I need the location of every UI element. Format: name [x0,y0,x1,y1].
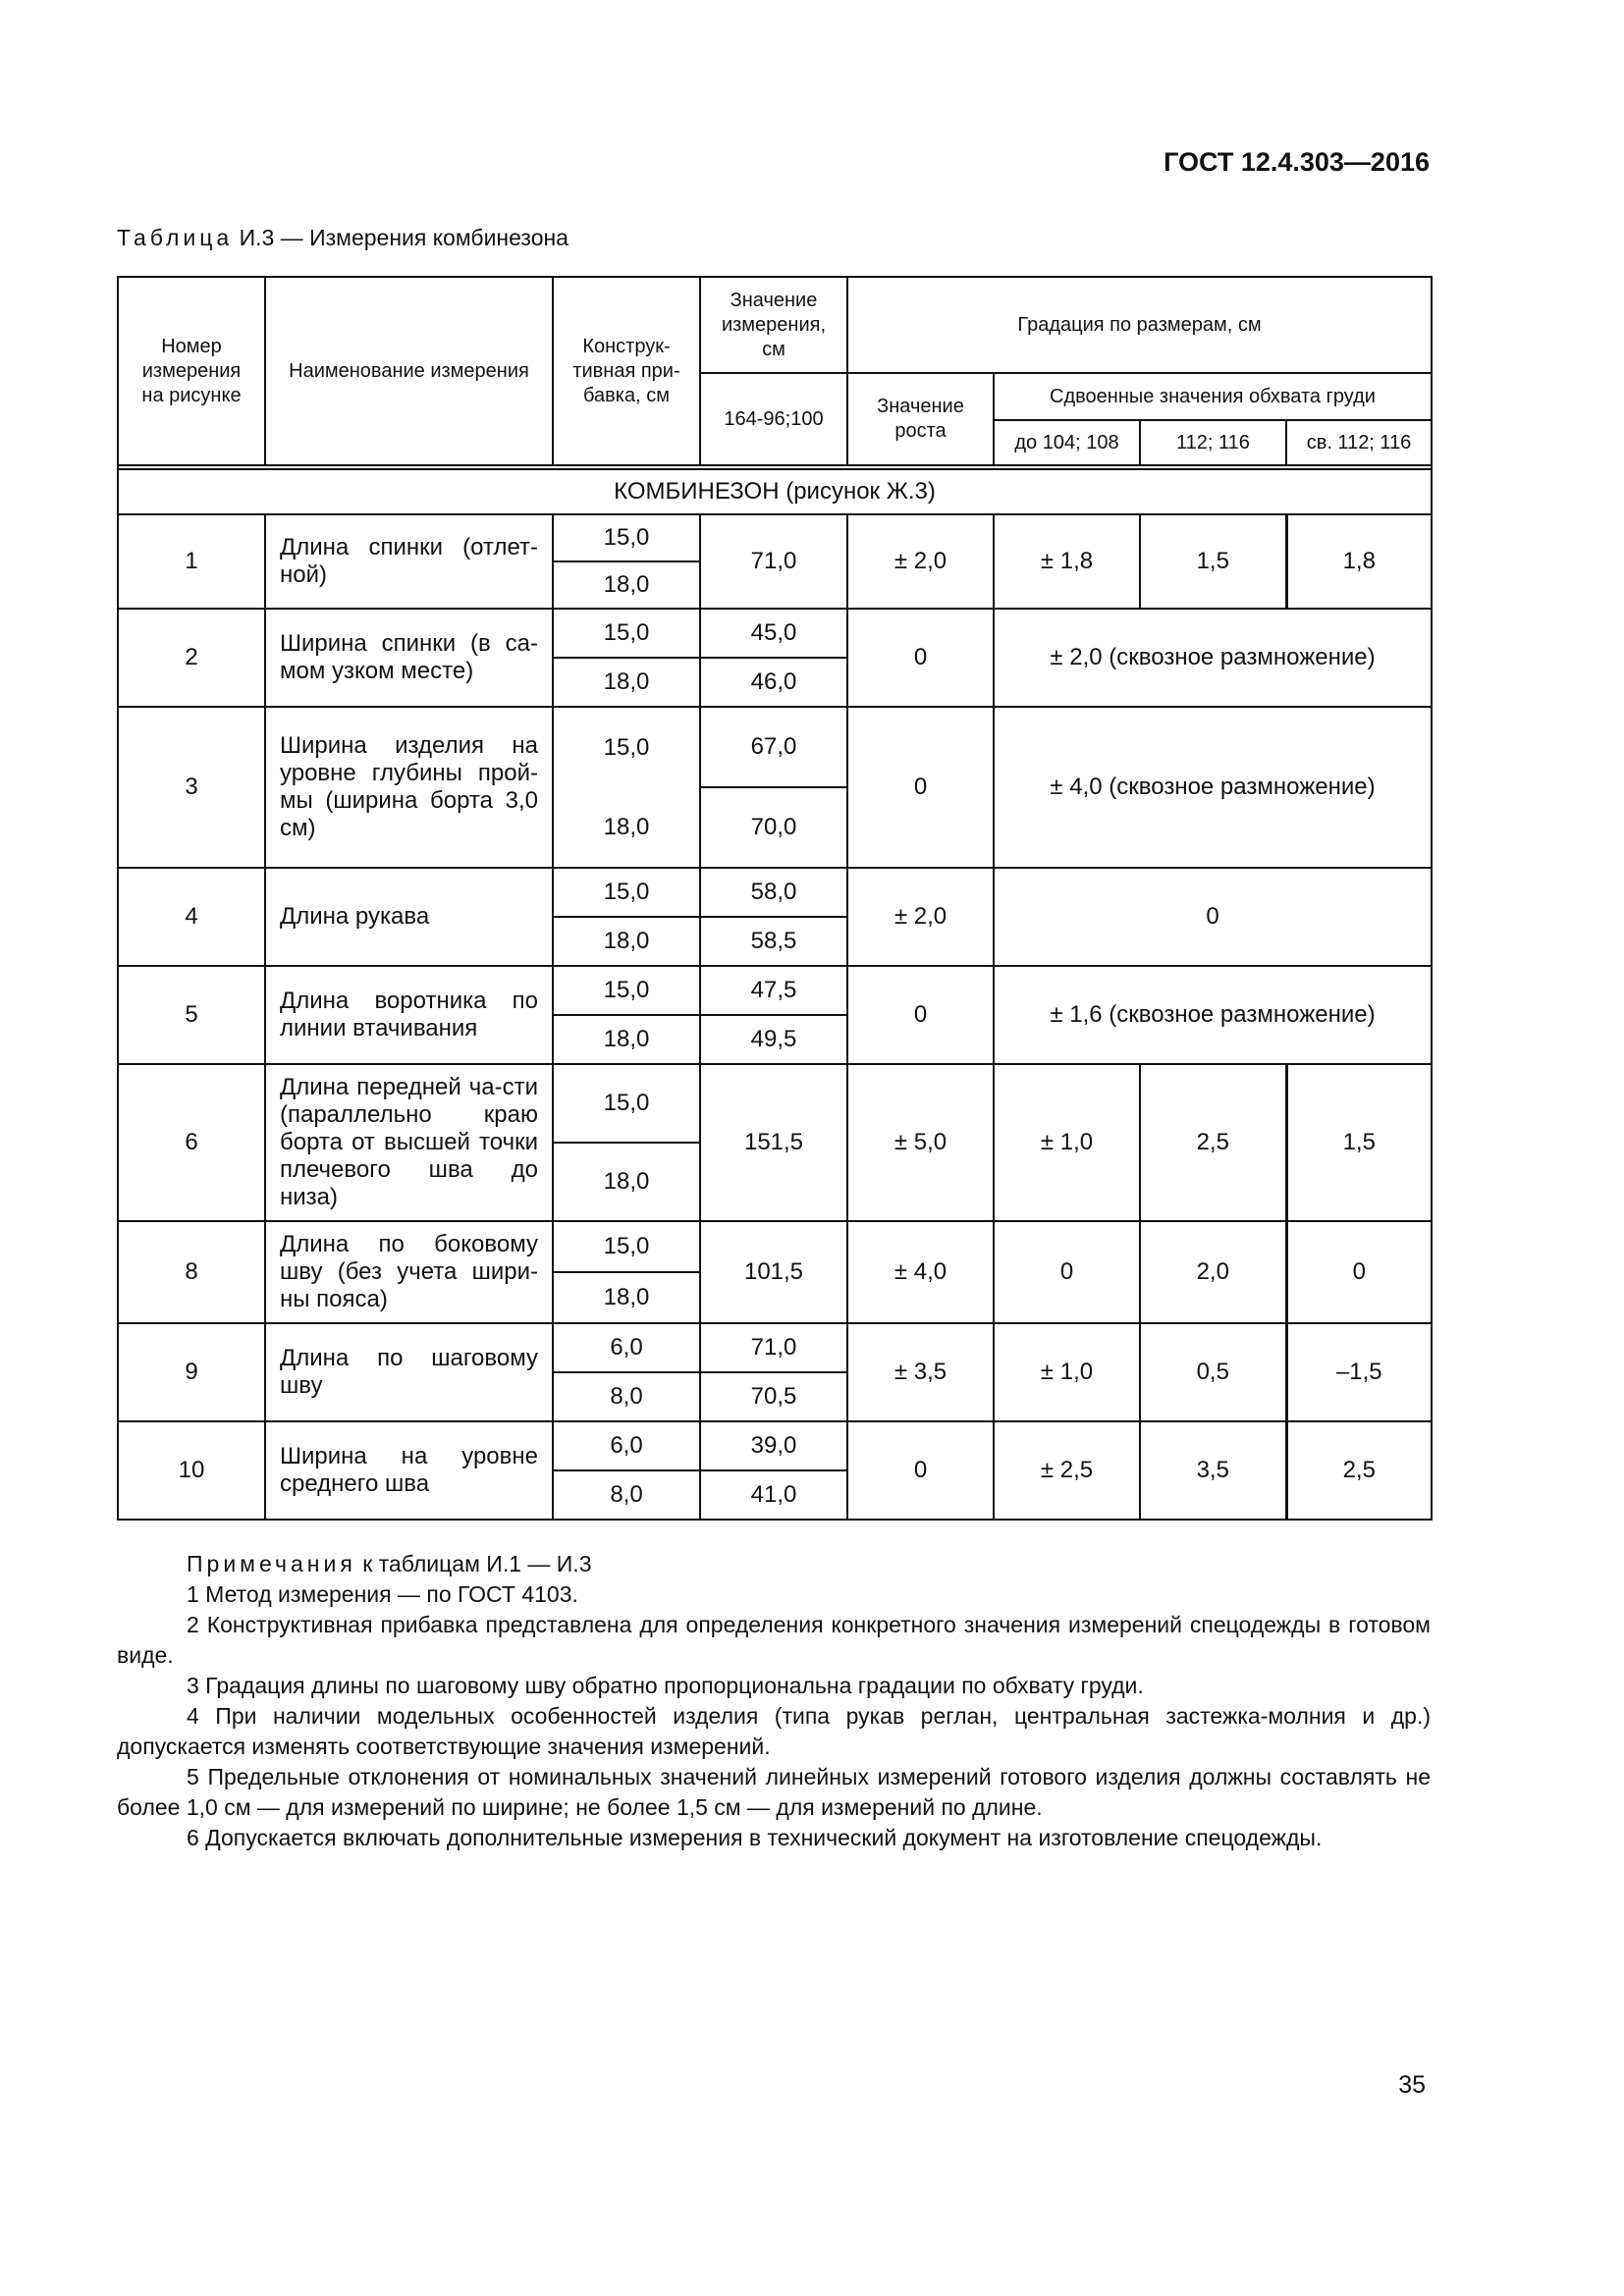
row-height: ± 4,0 [847,1221,994,1323]
row-value-1: 45,0 [700,609,847,658]
row-allowance-1: 15,0 [553,707,700,787]
row-name: Длина передней ча-сти (параллельно краю борта от высшей точки плечевого шва до низа) [265,1064,553,1221]
row-allowance-2: 18,0 [553,787,700,868]
row-allowance-1: 6,0 [553,1323,700,1372]
row-chest-2: 1,5 [1140,514,1286,609]
row-number: 1 [118,514,265,609]
header-name: Наименование измерения [265,277,553,465]
row-allowance-1: 15,0 [553,868,700,917]
section-row [118,469,1432,514]
row-allowance-1: 15,0 [553,609,700,658]
row-chest-span: ± 4,0 (сквозное размножение) [994,707,1432,868]
row-number: 3 [118,707,265,868]
row-value-2: 58,5 [700,917,847,966]
row-allowance-2: 18,0 [553,1272,700,1323]
row-number: 10 [118,1421,265,1520]
section-title: КОМБИНЕЗОН (рисунок Ж.3) [118,469,1432,514]
row-name: Длина по боковому шву (без учета шири-ны пояса) [265,1221,553,1323]
row-height: 0 [847,1421,994,1520]
table-row [118,966,1432,1015]
note-item: 6 Допускается включать дополнительные измерения в технический документ на изготовление спецодежды. [187,1825,1323,1850]
row-value-2: 46,0 [700,658,847,707]
row-allowance-2: 8,0 [553,1372,700,1421]
row-value-1: 39,0 [700,1421,847,1470]
row-value-1: 58,0 [700,868,847,917]
row-number: 9 [118,1323,265,1421]
row-chest-span: ± 1,6 (сквозное размножение) [994,966,1432,1064]
row-number: 2 [118,609,265,707]
row-name: Длина по шаговому шву [265,1323,553,1421]
table-row [118,609,1432,658]
row-value-2: 49,5 [700,1015,847,1064]
row-name: Ширина изделия на уровне глубины прой-мы (ширина борта 3,0 см) [265,707,553,868]
row-allowance-2: 18,0 [553,658,700,707]
row-chest-3: –1,5 [1286,1323,1432,1421]
caption-word: Таблица [117,225,234,250]
row-value-2: 41,0 [700,1470,847,1520]
note-item: 2 Конструктивная прибавка представлена для определения конкретного значения измерений спецодежды в готовом виде. [117,1612,1431,1668]
notes-block [117,1549,1431,1853]
row-chest-span: 0 [994,868,1432,966]
caption-text: И.3 — Измерения комбинезона [239,225,568,250]
row-allowance-1: 15,0 [553,514,700,561]
row-chest-3: 0 [1286,1221,1432,1323]
row-value-1: 67,0 [700,707,847,787]
row-value-1: 71,0 [700,1323,847,1372]
row-allowance-1: 6,0 [553,1421,700,1470]
row-chest-3: 2,5 [1286,1421,1432,1520]
row-allowance-1: 15,0 [553,1221,700,1272]
table-caption [117,225,568,251]
table-row [118,514,1432,561]
row-allowance-1: 15,0 [553,966,700,1015]
note-item: 5 Предельные отклонения от номинальных значений линейных измерений готового изделия должны составлять не более 1,0 см — для измерений по ширине; не более 1,5 см — для измерений по длине. [117,1764,1431,1820]
row-chest-2: 3,5 [1140,1421,1286,1520]
row-height: 0 [847,966,994,1064]
notes-title-rest: к таблицам И.1 — И.3 [362,1551,592,1576]
row-allowance-2: 18,0 [553,1015,700,1064]
row-allowance-2: 8,0 [553,1470,700,1520]
row-height: ± 3,5 [847,1323,994,1421]
table-row [118,1421,1432,1470]
header-chest-col-3: св. 112; 116 [1286,420,1432,465]
header-chest-col-2: 112; 116 [1140,420,1286,465]
row-chest-3: 1,8 [1286,514,1432,609]
document-code: ГОСТ 12.4.303—2016 [1164,147,1430,177]
row-name: Длина воротника по линии втачивания [265,966,553,1064]
row-value: 71,0 [700,514,847,609]
header-value-sub: 164-96;100 [700,373,847,465]
table-row [118,1064,1432,1143]
row-value: 151,5 [700,1064,847,1221]
row-chest-1: ± 1,8 [994,514,1140,609]
row-name: Ширина на уровне среднего шва [265,1421,553,1520]
measurements-table [117,276,1433,1521]
row-allowance-2: 18,0 [553,561,700,609]
notes-title-word: Примечания [187,1551,356,1576]
row-chest-2: 0,5 [1140,1323,1286,1421]
row-name: Длина спинки (отлет-ной) [265,514,553,609]
table-row [118,868,1432,917]
row-chest-span: ± 2,0 (сквозное размножение) [994,609,1432,707]
row-value-2: 70,5 [700,1372,847,1421]
page-number: 35 [1398,2071,1426,2099]
row-number: 6 [118,1064,265,1221]
row-value-1: 47,5 [700,966,847,1015]
table-row [118,1221,1432,1272]
note-item: 1 Метод измерения — по ГОСТ 4103. [187,1581,578,1607]
row-allowance-2: 18,0 [553,1143,700,1221]
row-number: 8 [118,1221,265,1323]
note-item: 4 При наличии модельных особенностей изделия (типа рукав реглан, центральная застежка-молния и др.) допускается изменять соответствующие значения измерений. [117,1703,1431,1759]
row-value-2: 70,0 [700,787,847,868]
header-height: Значение роста [847,373,994,465]
row-height: ± 2,0 [847,868,994,966]
header-chest: Сдвоенные значения обхвата груди [994,373,1432,420]
row-height: 0 [847,707,994,868]
row-chest-1: ± 1,0 [994,1064,1140,1221]
header-allowance: Конструк-тивная при-бавка, см [553,277,700,465]
row-allowance-2: 18,0 [553,917,700,966]
table-row [118,707,1432,787]
row-chest-3: 1,5 [1286,1064,1432,1221]
row-height: ± 2,0 [847,514,994,609]
header-chest-col-1: до 104; 108 [994,420,1140,465]
header-row-1 [118,277,1432,373]
row-chest-2: 2,5 [1140,1064,1286,1221]
row-chest-1: 0 [994,1221,1140,1323]
row-allowance-1: 15,0 [553,1064,700,1143]
row-chest-2: 2,0 [1140,1221,1286,1323]
row-number: 4 [118,868,265,966]
notes-title [117,1549,1431,1579]
row-height: ± 5,0 [847,1064,994,1221]
header-value: Значение измерения, см [700,277,847,373]
header-gradation: Градация по размерам, см [847,277,1432,373]
row-name: Ширина спинки (в са-мом узком месте) [265,609,553,707]
note-item: 3 Градация длины по шаговому шву обратно пропорциональна градации по обхвату груди. [187,1673,1144,1698]
table-row [118,1323,1432,1372]
row-number: 5 [118,966,265,1064]
row-chest-1: ± 1,0 [994,1323,1140,1421]
row-chest-1: ± 2,5 [994,1421,1140,1520]
row-value: 101,5 [700,1221,847,1323]
row-name: Длина рукава [265,868,553,966]
row-height: 0 [847,609,994,707]
header-number: Номер измерения на рисунке [118,277,265,465]
